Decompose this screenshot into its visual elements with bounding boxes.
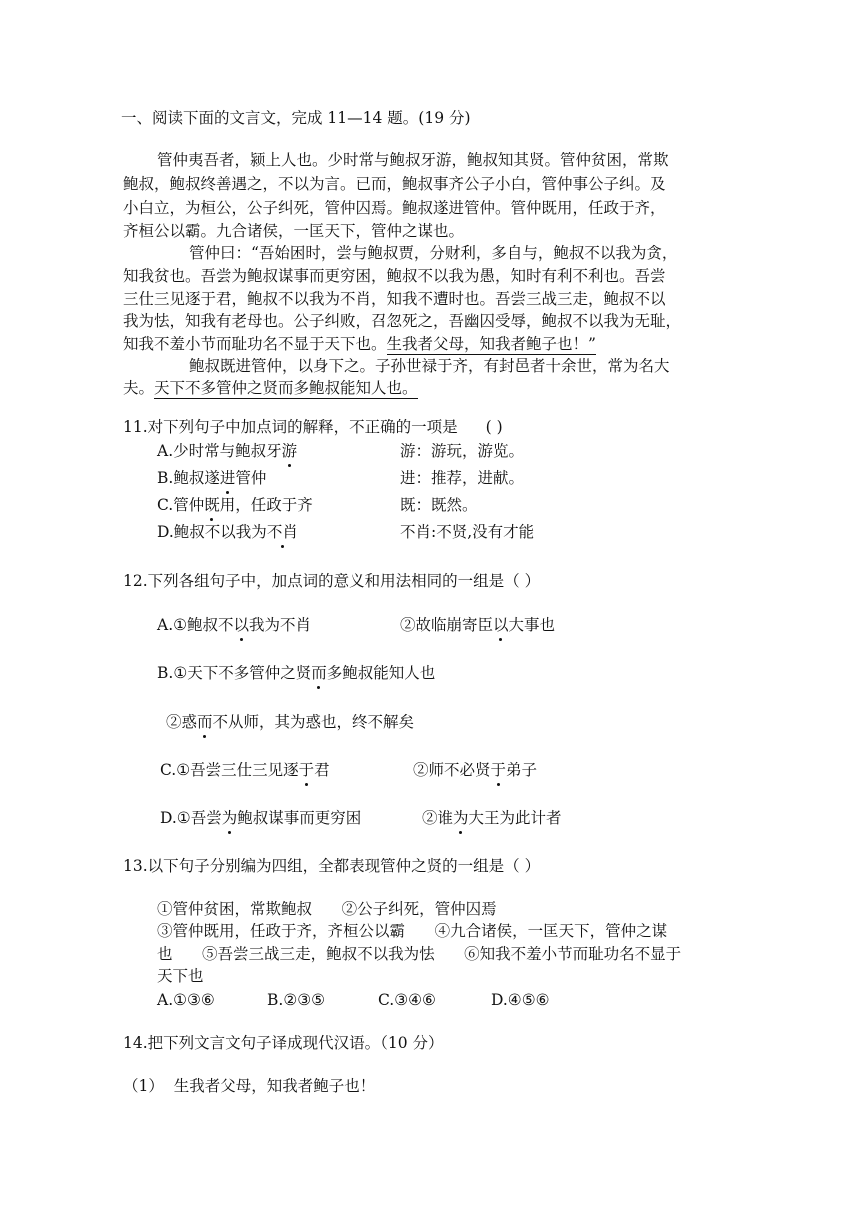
passage-line: 我为怯，知我有老母也。公子纠败，召忽死之，吾幽囚受辱，鲍叔不以我为无耻，: [123, 312, 682, 330]
passage-line: 知我贫也。吾尝为鲍叔谋事而更穷困，鲍叔不以我为愚，知时有利不利也。吾尝: [123, 267, 666, 285]
dotted-word: 于: [298, 761, 315, 779]
dotted-word: 于: [490, 761, 507, 779]
option-d: D.①吾尝为鲍叔谋事而更穷困: [160, 809, 362, 827]
dotted-word: 而: [311, 664, 327, 682]
option-b-pair: ②惑而不从师，其为惑也，终不解矣: [166, 713, 415, 731]
translation-item-1: （1） 生我者父母，知我者鲍子也！: [123, 1077, 376, 1095]
question-stem: 13.以下句子分别编为四组，全都表现管仲之贤的一组是（ ）: [123, 857, 541, 875]
option-c: C.①吾尝三仕三见逐于君: [160, 761, 330, 779]
choice-d: D.④⑤⑥: [491, 991, 550, 1009]
choice-a: A.①③⑥: [157, 991, 215, 1009]
option-a: A.少时常与鲍叔牙游: [157, 442, 298, 460]
dotted-word: 游: [281, 442, 298, 460]
choice-b: B.②③⑤: [267, 991, 326, 1009]
passage-line: 管仲曰：“吾始困时，尝与鲍叔贾，分财利，多自与，鲍叔不以我为贪，: [189, 244, 678, 262]
dotted-word: 为: [221, 809, 238, 827]
statement-line: ①管仲贫困，常欺鲍叔 ②公子纠死，管仲囚焉: [157, 900, 497, 918]
question-stem-text: 11.对下列句子中加点词的解释，不正确的一项是: [123, 418, 458, 436]
passage-text: 知我不羞小节而耻功名不显于天下也。: [123, 335, 387, 353]
passage-line: [123, 333, 596, 355]
question-stem: [123, 416, 503, 438]
section-heading: 一、阅读下面的文言文，完成 11—14 题。(19 分): [121, 109, 471, 127]
statement-line: 天下也: [157, 967, 204, 985]
passage-line: 鲍叔既进管仲，以身下之。子孙世禄于齐，有封邑者十余世，常为名大: [189, 357, 670, 375]
dotted-word: 进: [219, 469, 236, 487]
choice-c: C.③④⑥: [378, 991, 436, 1009]
passage-line: 三仕三见逐于君，鲍叔不以我为不肖，知我不遭时也。吾尝三战三走，鲍叔不以: [123, 290, 666, 308]
option-a: A.①鲍叔不以我为不肖: [157, 616, 312, 634]
option-a-pair: ②故临崩寄臣以大事也: [400, 616, 556, 634]
statement-line: ③管仲既用，任政于齐，齐桓公以霸 ④九合诸侯，一匡天下，管仲之谋: [157, 922, 668, 940]
passage-line: 管仲夷吾者，颍上人也。少时常与鲍叔牙游，鲍叔知其贤。管仲贫困，常欺: [157, 151, 669, 169]
passage-line: 鲍叔，鲍叔终善遇之，不以为言。已而，鲍叔事齐公子小白，管仲事公子纠。及: [123, 175, 666, 193]
dotted-word: 而: [197, 713, 213, 731]
question-stem: 14.把下列文言文句子译成现代汉语。（10 分）: [123, 1034, 444, 1052]
dotted-word: 以: [233, 616, 250, 634]
option-a-explanation: 游：游玩，游览。: [400, 442, 525, 460]
dotted-word: 既: [204, 496, 220, 514]
dotted-word: 不肖: [266, 523, 298, 541]
option-c: C.管仲既用，任政于齐: [157, 496, 313, 514]
dotted-word: 为: [453, 809, 469, 827]
passage-line: 齐桓公以霸。九合诸侯，一匡天下，管仲之谋也。: [123, 222, 465, 240]
answer-blank: ( ): [485, 418, 503, 436]
option-b: B.①天下不多管仲之贤而多鲍叔能知人也: [157, 664, 436, 682]
option-d: D.鲍叔不以我为不肖: [157, 523, 298, 541]
passage-text: 夫。: [123, 379, 155, 397]
option-c-explanation: 既：既然。: [400, 496, 478, 514]
statement-line: 也 ⑤吾尝三战三走，鲍叔不以我为怯 ⑥知我不羞小节而耻功名不显于: [157, 945, 682, 963]
passage-line: 小白立，为桓公，公子纠死，管仲囚焉。鲍叔遂进管仲。管仲既用，任政于齐，: [123, 199, 666, 217]
option-d-explanation: 不肖:不贤,没有才能: [400, 523, 535, 541]
passage-line: [123, 377, 418, 399]
option-c-pair: ②师不必贤于弟子: [413, 761, 538, 779]
dotted-word: 以: [493, 616, 509, 634]
question-stem: 12.下列各组句子中，加点词的意义和用法相同的一组是（ ）: [123, 572, 541, 590]
underlined-sentence: 生我者父母，知我者鲍子也！”: [386, 335, 596, 353]
option-d-pair: ②谁为大王为此计者: [422, 809, 562, 827]
option-b-explanation: 进：推荐，进献。: [400, 469, 525, 487]
underlined-sentence: 天下不多管仲之贤而多鲍叔能知人也。: [154, 379, 418, 397]
option-b: B.鲍叔遂进管仲: [157, 469, 267, 487]
